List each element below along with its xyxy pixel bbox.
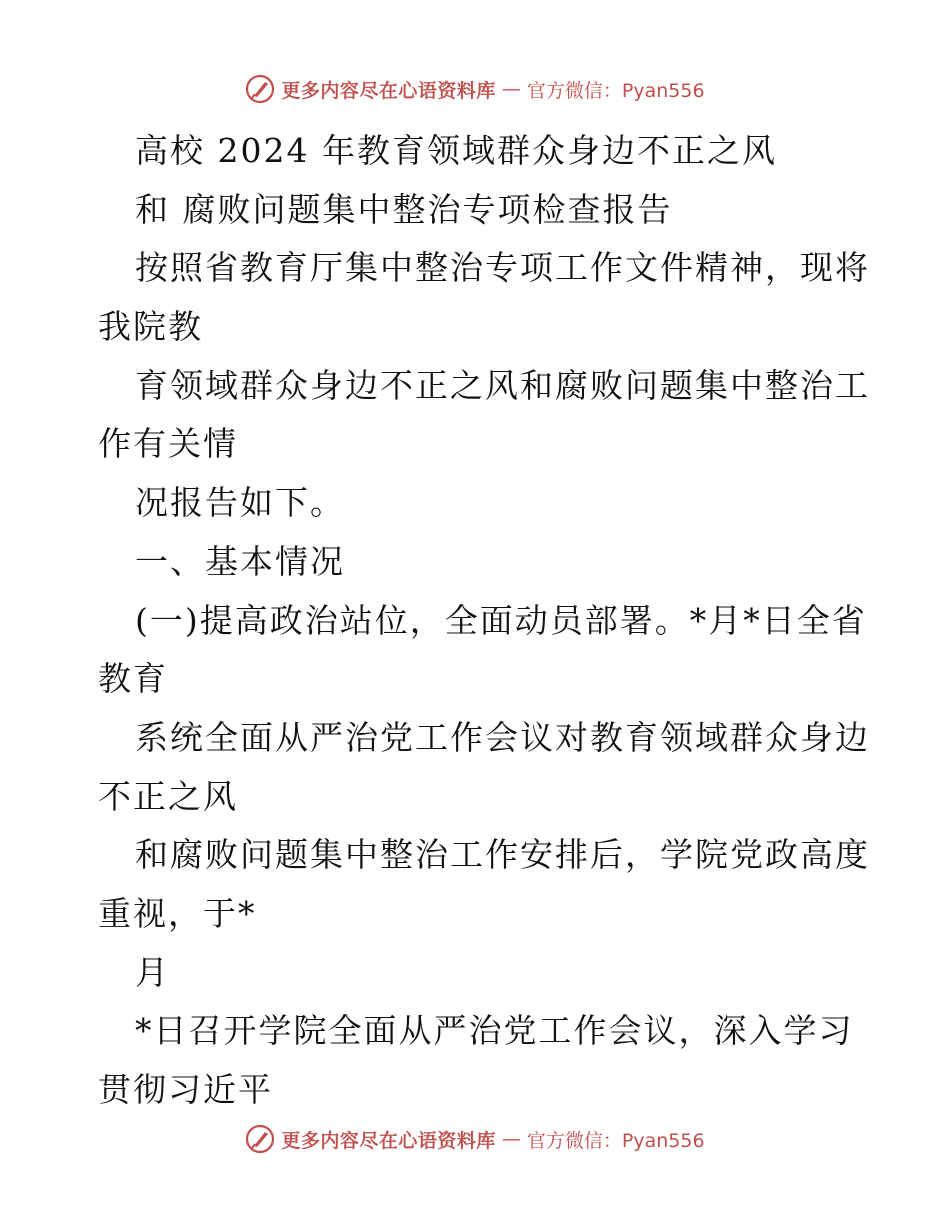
watermark-dash: — bbox=[501, 78, 521, 100]
body-line: 我院教 bbox=[98, 307, 203, 347]
document-title-line-2: 和 腐败问题集中整治专项检查报告 bbox=[135, 189, 673, 229]
document-body bbox=[98, 122, 870, 1120]
body-line: 教育 bbox=[98, 659, 168, 699]
body-line: 况报告如下。 bbox=[135, 483, 345, 523]
watermark-header bbox=[0, 74, 950, 104]
body-line: (一)提高政治站位，全面动员部署。*月*日全省 bbox=[135, 600, 867, 640]
body-line: *日召开学院全面从严治党工作会议，深入学习 bbox=[135, 1011, 854, 1051]
body-line: 按照省教育厅集中整治专项工作文件精神，现将 bbox=[135, 248, 870, 288]
body-line: 和腐败问题集中整治工作安排后，学院党政高度 bbox=[135, 835, 870, 875]
quill-logo-icon bbox=[245, 1124, 275, 1154]
watermark-text: 更多内容尽在心语资料库 bbox=[281, 79, 496, 102]
body-line: 作有关情 bbox=[98, 424, 238, 464]
section-heading: 一、基本情况 bbox=[135, 541, 345, 581]
body-line: 贯彻习近平 bbox=[98, 1070, 273, 1109]
watermark-footer bbox=[0, 1124, 950, 1154]
body-line: 育领域群众身边不正之风和腐败问题集中整治工 bbox=[135, 365, 870, 405]
body-line: 系统全面从严治党工作会议对教育领域群众身边 bbox=[135, 717, 870, 757]
watermark-dash: — bbox=[501, 1128, 521, 1150]
quill-logo-icon bbox=[245, 74, 275, 104]
watermark-contact: 官方微信：Pyan556 bbox=[526, 79, 705, 102]
body-line: 重视，于* bbox=[98, 893, 257, 933]
body-line: 月 bbox=[135, 952, 170, 992]
body-line: 不正之风 bbox=[98, 776, 238, 816]
document-title-line-1: 高校 2024 年教育领域群众身边不正之风 bbox=[135, 131, 777, 170]
watermark-contact: 官方微信：Pyan556 bbox=[526, 1129, 705, 1152]
watermark-text: 更多内容尽在心语资料库 bbox=[281, 1129, 496, 1152]
